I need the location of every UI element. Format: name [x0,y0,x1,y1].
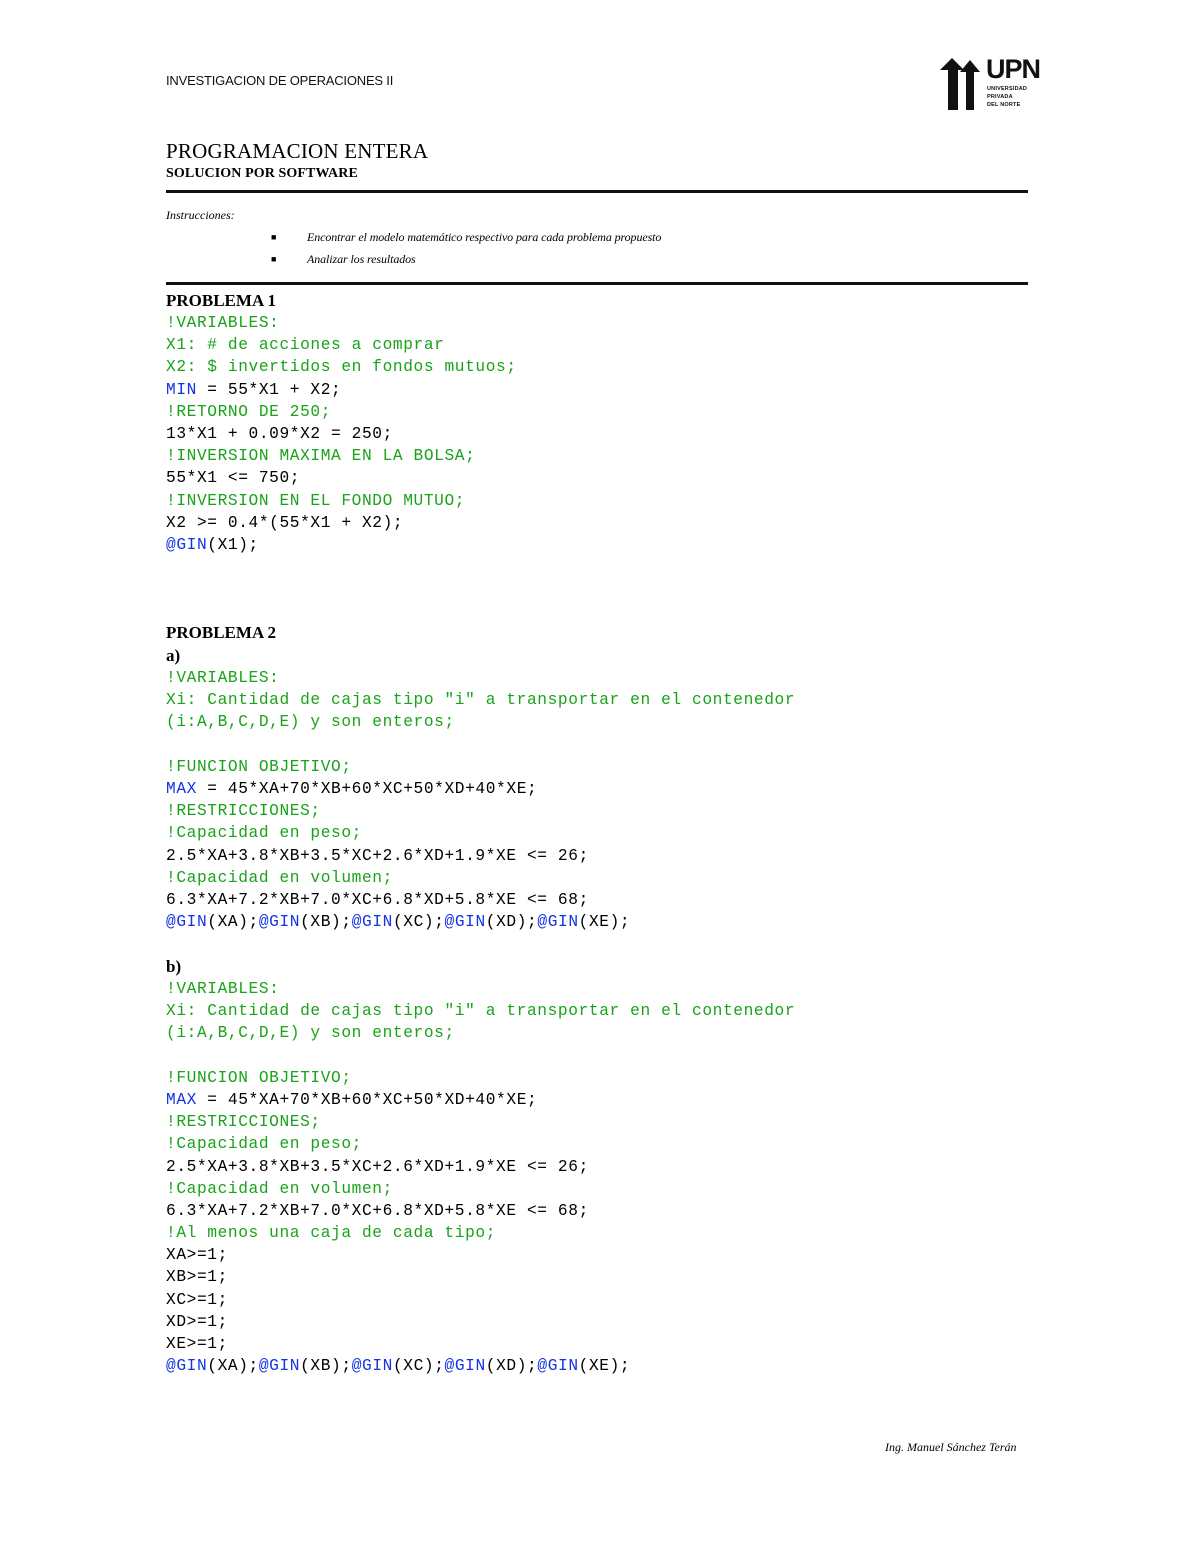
code-line: XB>=1; [166,1268,228,1287]
code-line: !VARIABLES: [166,669,280,687]
bullet-icon: ■ [271,232,277,242]
code-line: X1: # de acciones a comprar [166,336,445,355]
code-keyword: @GIN [166,913,208,932]
problem-2-heading: PROBLEMA 2 [166,623,277,642]
problem-1-heading: PROBLEMA 1 [166,291,277,310]
code-line: !FUNCION OBJETIVO; [166,757,352,776]
code-keyword: @GIN [351,1357,393,1376]
code-line: XD>=1; [166,1312,228,1331]
code-line: @GIN(XA);@GIN(XB);@GIN(XC);@GIN(XD);@GIN(XE); [166,913,631,932]
logo-subtitle-line: PRIVADA [987,94,1013,100]
code-line: !RESTRICCIONES; [166,802,321,821]
code-line: !VARIABLES: [166,980,280,998]
instruction-item: Analizar los resultados [307,252,416,266]
code-line: 13*X1 + 0.09*X2 = 250; [166,424,393,443]
logo-subtitle-line: UNIVERSIDAD [987,86,1028,92]
code-line: X2: $ invertidos en fondos mutuos; [166,358,517,377]
code-line: XE>=1; [166,1335,228,1353]
course-name: INVESTIGACION DE OPERACIONES II [166,73,394,88]
document-title: PROGRAMACION ENTERA [166,139,429,163]
code-line: !Capacidad en peso; [166,1135,362,1154]
code-keyword: MAX [166,1090,197,1109]
code-line: Xi: Cantidad de cajas tipo "i" a transportar en el contenedor [166,691,796,710]
code-line: !INVERSION MAXIMA EN LA BOLSA; [166,447,476,466]
upn-logo [938,54,1041,112]
code-line: 6.3*XA+7.2*XB+7.0*XC+6.8*XD+5.8*XE <= 68; [166,1201,589,1220]
code-keyword: @GIN [166,535,208,554]
code-keyword: @GIN [444,1357,486,1376]
divider [166,282,1028,285]
code-keyword: MAX [166,779,197,798]
code-line: !INVERSION EN EL FONDO MUTUO; [166,491,466,510]
code-line: !Capacidad en peso; [166,824,362,843]
code-line [166,1045,795,1067]
code-keyword: @GIN [258,913,301,932]
code-line: !RESTRICCIONES; [166,1113,321,1132]
part-a-label: a) [166,646,181,665]
code-line: (i:A,B,C,D,E) y son enteros; [166,1024,455,1043]
document-subtitle: SOLUCION POR SOFTWARE [166,166,358,181]
code-line: @GIN(X1); [166,535,259,554]
footer-author: Ing. Manuel Sánchez Terán [885,1440,1017,1454]
code-line: @GIN(XA);@GIN(XB);@GIN(XC);@GIN(XD);@GIN(XE); [166,1357,631,1376]
code-line: XA>=1; [166,1246,228,1265]
logo-subtitle-line: DEL NORTE [987,102,1021,108]
code-keyword: @GIN [258,1357,301,1376]
code-line: 2.5*XA+3.8*XB+3.5*XC+2.6*XD+1.9*XE <= 26; [166,846,589,865]
upn-arrows-icon [938,56,984,112]
instructions-label: Instrucciones: [166,208,235,222]
problem-2a-code [166,667,795,933]
code-line: Xi: Cantidad de cajas tipo "i" a transportar en el contenedor [166,1002,796,1021]
problem-1-code [166,312,517,556]
code-line: MIN = 55*X1 + X2; [166,380,342,399]
code-line: !Capacidad en volumen; [166,1179,393,1198]
code-line [166,734,795,756]
code-keyword: @GIN [166,1357,208,1376]
code-line: MAX = 45*XA+70*XB+60*XC+50*XD+40*XE; [166,1090,538,1109]
code-keyword: @GIN [351,913,393,932]
part-b-label: b) [166,957,182,976]
code-keyword: @GIN [537,1357,579,1376]
code-keyword: @GIN [537,913,579,932]
code-line: !Capacidad en volumen; [166,868,393,887]
code-line: 2.5*XA+3.8*XB+3.5*XC+2.6*XD+1.9*XE <= 26; [166,1157,589,1176]
divider [166,190,1028,193]
problem-2b-code [166,978,795,1377]
code-line: 55*X1 <= 750; [166,469,301,488]
code-keyword: MIN [166,380,197,399]
code-line: XC>=1; [166,1290,228,1309]
bullet-icon: ■ [271,254,277,264]
code-line: !FUNCION OBJETIVO; [166,1068,352,1087]
code-line: !VARIABLES: [166,314,280,332]
logo-name: UPN [986,54,1041,84]
code-line: !Al menos una caja de cada tipo; [166,1224,497,1243]
code-line: X2 >= 0.4*(55*X1 + X2); [166,513,404,532]
code-line: (i:A,B,C,D,E) y son enteros; [166,713,455,732]
code-line: 6.3*XA+7.2*XB+7.0*XC+6.8*XD+5.8*XE <= 68; [166,890,589,909]
instruction-item: Encontrar el modelo matemático respectivo para cada problema propuesto [307,230,662,244]
code-keyword: @GIN [444,913,486,932]
code-line: MAX = 45*XA+70*XB+60*XC+50*XD+40*XE; [166,779,538,798]
code-line: !RETORNO DE 250; [166,402,332,421]
